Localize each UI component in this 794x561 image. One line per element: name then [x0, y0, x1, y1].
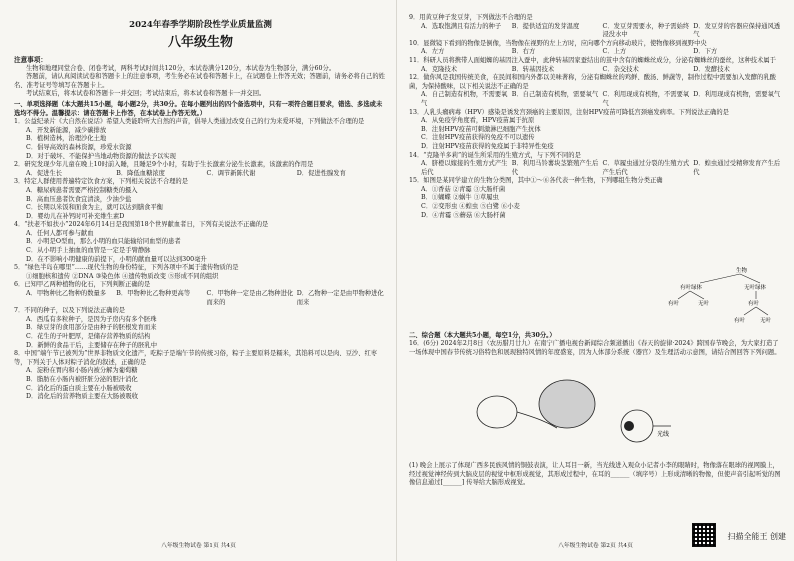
option-group — [14, 187, 387, 221]
question-stem: 10．显微镜下看到的物像是倒像，当物像在视野的左上方时，应向哪个方向移动玻片，使物像移到视野中央 — [409, 39, 707, 47]
answer-option: A．开发新能源，减少碳排放 — [26, 126, 107, 134]
scanner-watermark: 扫描全能王 创建 — [727, 532, 786, 541]
answer-option: C．长期以米饭和面食为主，就可以达到膳食平衡 — [26, 204, 164, 212]
notice-line: 答题前，请认真阅读试卷和答题卡上的注意事项，考生务必在试卷和答题卡上，在试题卷上作答无效；答题前，请务必将自己的姓名、准考证号等填写在答题卡上。 — [14, 73, 385, 89]
answer-option: A．糖尿病患者需要严格控制糖类的摄入 — [26, 186, 138, 194]
answer-option: B．脂肪在小肠内被肝脏分泌的胆汁消化 — [26, 375, 138, 383]
option-group — [421, 91, 784, 108]
question-stem: 11．科研人员将携带人面蛆蜘的基因注入蚕中，此种转基因家蚕结出的茧中含有的蜘蛛丝成分，分泌有蜘蛛丝的蚕丝，这种技术属于 — [409, 56, 776, 64]
answer-option: C．调节新陈代谢 — [206, 169, 256, 177]
option-group — [409, 186, 784, 220]
question-stem: 1．公益纪录片《大自然在说话》希望人类能聆听大自然的声音，倡导人类通过改变自己的行为来爱环境，下列做法不合理的是 — [14, 118, 365, 126]
answer-option: D．在不影响小明健康的前提下，小明的献血量可以达到300毫升 — [26, 255, 207, 263]
answer-option: C．发豆芽需要水，种子需始终浸没水中 — [602, 22, 690, 39]
answer-option: C．上方 — [602, 48, 627, 56]
subject-title: 八年级生物 — [167, 35, 233, 50]
answer-option: B．右方 — [511, 48, 536, 56]
answer-option: C．②变形虫 ④蝗虫 ⑤白鹭 ⑥小麦 — [421, 203, 520, 211]
answer-option: B．甲物种比乙物种更高等 — [116, 290, 191, 298]
question-stem: 9．用黄豆种子发豆芽，下列做法不合理的是 — [409, 14, 533, 21]
answer-option: A．任何人都可参与献血 — [26, 229, 94, 237]
answer-option: D．发酵技术 — [693, 65, 730, 73]
option-group — [14, 367, 387, 401]
tree-node: 无叶 — [698, 301, 710, 307]
question-stem: 13．人乳头瘤病毒（HPV）感染是诱发宫颈癌的主要原因，注射HPV疫苗可降低宫颈癌发病率。下列说法正确的是 — [409, 108, 729, 116]
answer-option: D．④青霉 ⑤蘑菇 ⑥大肠杆菌 — [421, 211, 506, 219]
answer-option: A．甲物种比乙物种的数量多 — [26, 290, 107, 298]
section-one-heading: 一、单项选择题（本大题共15小题，每小题2分，共30分。在每小题列出的四个备选项中，只有一项符合题目要求，错选、多选或未选均不得分。温馨提示：请在答题卡上作答，在本试卷上作答无效。） — [14, 100, 383, 117]
question-list — [14, 118, 387, 402]
question-stem: 6．已知甲乙两种植物的化石，下列判断正确的是 — [14, 281, 151, 289]
answer-option: C．草履虫通过分裂的生殖方式产生后代 — [602, 160, 690, 176]
option-group — [421, 48, 784, 57]
question-stem: 12．做你风是我国传统美食，在民间和国内外都以美味著称，分泌有蜘蛛丝的鸡鲜、酸汤、鲜蔬等，制作过程中需要加入发酵的乳酸菌，为保持酸味，以下相关说法不正确的是 — [409, 74, 776, 90]
question-16-sub-1: (1) 晚会上展示了体现广西多民族风情的铜鼓表演，让人耳目一新，当光线进入观众小记者小李的眼睛时，物像落在眼球的视网膜上，经过视觉神经传到大脑皮层的视觉中枢形成视觉，其形成过程中，在耳的______（填序号）上形成清晰的物像，但使声音引起听觉的图像信息通过[______] 传导给大脑形成视觉。 — [409, 462, 781, 487]
tree-node: 有叶 — [668, 301, 680, 307]
answer-option: A．促进生长 — [26, 169, 63, 177]
answer-option: D．乙物种一定是由甲物种进化而来 — [296, 290, 384, 306]
question-stem: 7．不同的种子，以及下列说法正确的是 — [14, 307, 126, 315]
figure-label-light: 光线 — [657, 431, 670, 438]
question-stem: 5．“绿色半岛在哪里”……现代生物的身份特征，下列各项中不属于遗传物质的是 — [14, 264, 239, 272]
answer-option: C．消化后的蛋白质主要在小肠被吸收 — [26, 384, 132, 392]
answer-option: ①细胞核和遗传 ②DNA ③染色体 ④遗传物质改变 ⑤形成不同的组织 — [26, 272, 219, 280]
tree-node: 无叶绿体 — [744, 285, 767, 291]
answer-option: A．选取饱满且有活力的种子 — [421, 22, 502, 30]
answer-option: D．下方 — [693, 48, 718, 56]
answer-option: D．利用现成有机物，需要氧气 — [693, 91, 781, 99]
answer-option: D．对于破坏、不能保护当地动物资源的做法予以实现 — [26, 152, 176, 160]
option-group — [26, 290, 387, 307]
answer-option: C．杂交技术 — [602, 65, 639, 73]
answer-option: B．利用马铃薯块茎繁殖产生后代 — [511, 160, 599, 176]
option-group — [421, 160, 784, 177]
answer-option: B．小明是O型血，那么小明的血只能输给同血型的患者 — [26, 238, 181, 246]
answer-option: D．蝗虫通过受精卵发育产生后代 — [693, 160, 781, 176]
question-stem: 3．特定人群使用普遍特定饮食方案，下列相关说法不合理的是 — [14, 178, 189, 186]
question-stem: 8．中国“端午节已被列为”世界非物质文化遗产，吃粽子是端午节的传统习俗，粽子主要原料是糯米，其馅料可以是肉、豆沙、红枣等，下列关于人体对粽子消化的叙述，正确的是 — [14, 350, 378, 366]
answer-option: A．从免疫学角度看，HPV疫苗属于抗原 — [421, 117, 535, 125]
answer-option: C．花生的子叶肥厚，是储存营养物质的结构 — [26, 333, 151, 340]
question-16-stem: 16．(6分) 2024年2月8日（农历腊月廿九）在南宁广播电视台新闻综合频道播出《春天的旋律·2024》跨国春节晚会，为大家打造了一场体现中国春节传统习俗特色和展现独特风情的年度盛宴，因为人体部分系统（器官）及生理活动示意图，请结合图回答下列问题。 — [409, 340, 781, 356]
answer-option: B．自己制造有机物，需要氧气 — [511, 91, 599, 99]
notice-line: 考试结束后，将本试卷和答题卡一并交回；考试结束后，将本试卷和答题卡一并交回。 — [26, 90, 266, 98]
option-group — [14, 127, 387, 161]
tree-node: 有叶 — [748, 301, 760, 307]
option-group — [409, 117, 784, 151]
tree-node: 有叶 — [734, 318, 746, 324]
right-page — [397, 0, 794, 561]
page-footer: 八年级生物试卷 第2页 共4页 — [558, 543, 633, 550]
page-footer: 八年级生物试卷 第1页 共4页 — [161, 543, 236, 550]
answer-option: D．消化后的营养物质主要在大肠被吸收 — [26, 393, 139, 401]
question-stem: 4．“扶老不如扶小”2024年6月14日是我国第18个世界献血者日，下列有关说法不正确的是 — [14, 221, 269, 229]
answer-option: D．婴幼儿在补钙时可补充维生素D — [26, 212, 125, 220]
answer-option: B．注射HPV疫苗可刺激淋巴细胞产生抗体 — [421, 125, 541, 133]
tree-node: 无叶 — [760, 318, 772, 324]
answer-option: A．西瓜有多粒种子，是因为子房内有多个胚珠 — [26, 315, 157, 323]
answer-option: B．转基因技术 — [511, 65, 555, 73]
question-stem: 14．“克隆羊多莉”的诞生所采用的生殖方式，与下列不同的是 — [409, 151, 581, 159]
answer-option: C．甲物种一定是由乙物种进化而来的 — [206, 290, 294, 306]
qr-code — [692, 523, 716, 547]
answer-option: B．高血压患者饮食宜清淡，少油少盐 — [26, 195, 132, 203]
body-system-figure — [457, 372, 677, 458]
answer-option: B．提供适宜的发芽温度 — [511, 22, 580, 30]
answer-option: A．①香菇 ②青霉 ③大肠杆菌 — [421, 185, 506, 193]
answer-option: A．左方 — [421, 48, 445, 56]
answer-option: D．促进性腺发育 — [296, 169, 346, 177]
classification-tree-diagram — [660, 265, 780, 325]
option-group — [14, 316, 387, 350]
answer-option: C．利用现成有机物，不需要氧气 — [602, 91, 690, 107]
option-group — [421, 23, 784, 40]
question-list — [409, 14, 784, 220]
answer-option: D．发豆芽的容器应保持通风透气 — [693, 22, 781, 39]
answer-option: A．克隆技术 — [421, 65, 458, 73]
answer-option: D．新鲜的食品干后，主要储存在种子的胚乳中 — [26, 341, 157, 349]
tree-node: 有叶绿体 — [680, 285, 703, 291]
answer-option: B．①蝴蝶 ②蜗牛 ③草履虫 — [421, 194, 499, 202]
tree-node-root: 生物 — [736, 268, 748, 274]
answer-option: A．自己制造有机物，不需要氧气 — [421, 91, 508, 107]
answer-option: B．绿豆芽的食用部分是由种子的胚根发育而来 — [26, 324, 157, 332]
section-two-heading: 二、综合题（本大题共5小题，每空1分，共30分。） — [409, 332, 556, 339]
answer-option: D．注射HPV疫苗获得的免疫属于非特异性免疫 — [421, 142, 554, 150]
exam-title: 2024年春季学期阶段性学业质量监测 — [129, 20, 272, 30]
option-group — [421, 66, 784, 75]
answer-option: B．植树造林，治理沙化土地 — [26, 135, 107, 143]
option-group — [14, 230, 387, 264]
notice-heading: 注意事项： — [14, 56, 47, 64]
answer-option: A．脐橙以嫁接的生殖方式产生后代 — [421, 160, 508, 176]
answer-option: B．降低血糖浓度 — [116, 169, 165, 177]
notice-line: 生物和地理同堂合卷、闭卷考试，两科考试时间共120分，本试卷满分120分，本试卷为生物部分，满分60分。 — [26, 64, 336, 72]
answer-option: C．从小明手上抽血的血管是一定是手臂静脉 — [26, 247, 151, 255]
answer-option: C．倡导高效的森林资源，珍爱水资源 — [26, 143, 132, 151]
answer-option: C．注射HPV疫苗获得的免疫不可以遗传 — [421, 134, 535, 142]
question-stem: 2．研究发现少年儿童在晚上10时前入睡，且睡足9个小时，有助于生长激素分泌生长激素，该激素的作用是 — [14, 161, 314, 169]
question-stem: 15．如图是某同学建立的生物分类图，其中①～⑥各代表一种生物，下列哪组生物分类正确 — [409, 177, 663, 185]
answer-option: A．淀粉在胃内和小肠内被分解为葡萄糖 — [26, 367, 138, 375]
